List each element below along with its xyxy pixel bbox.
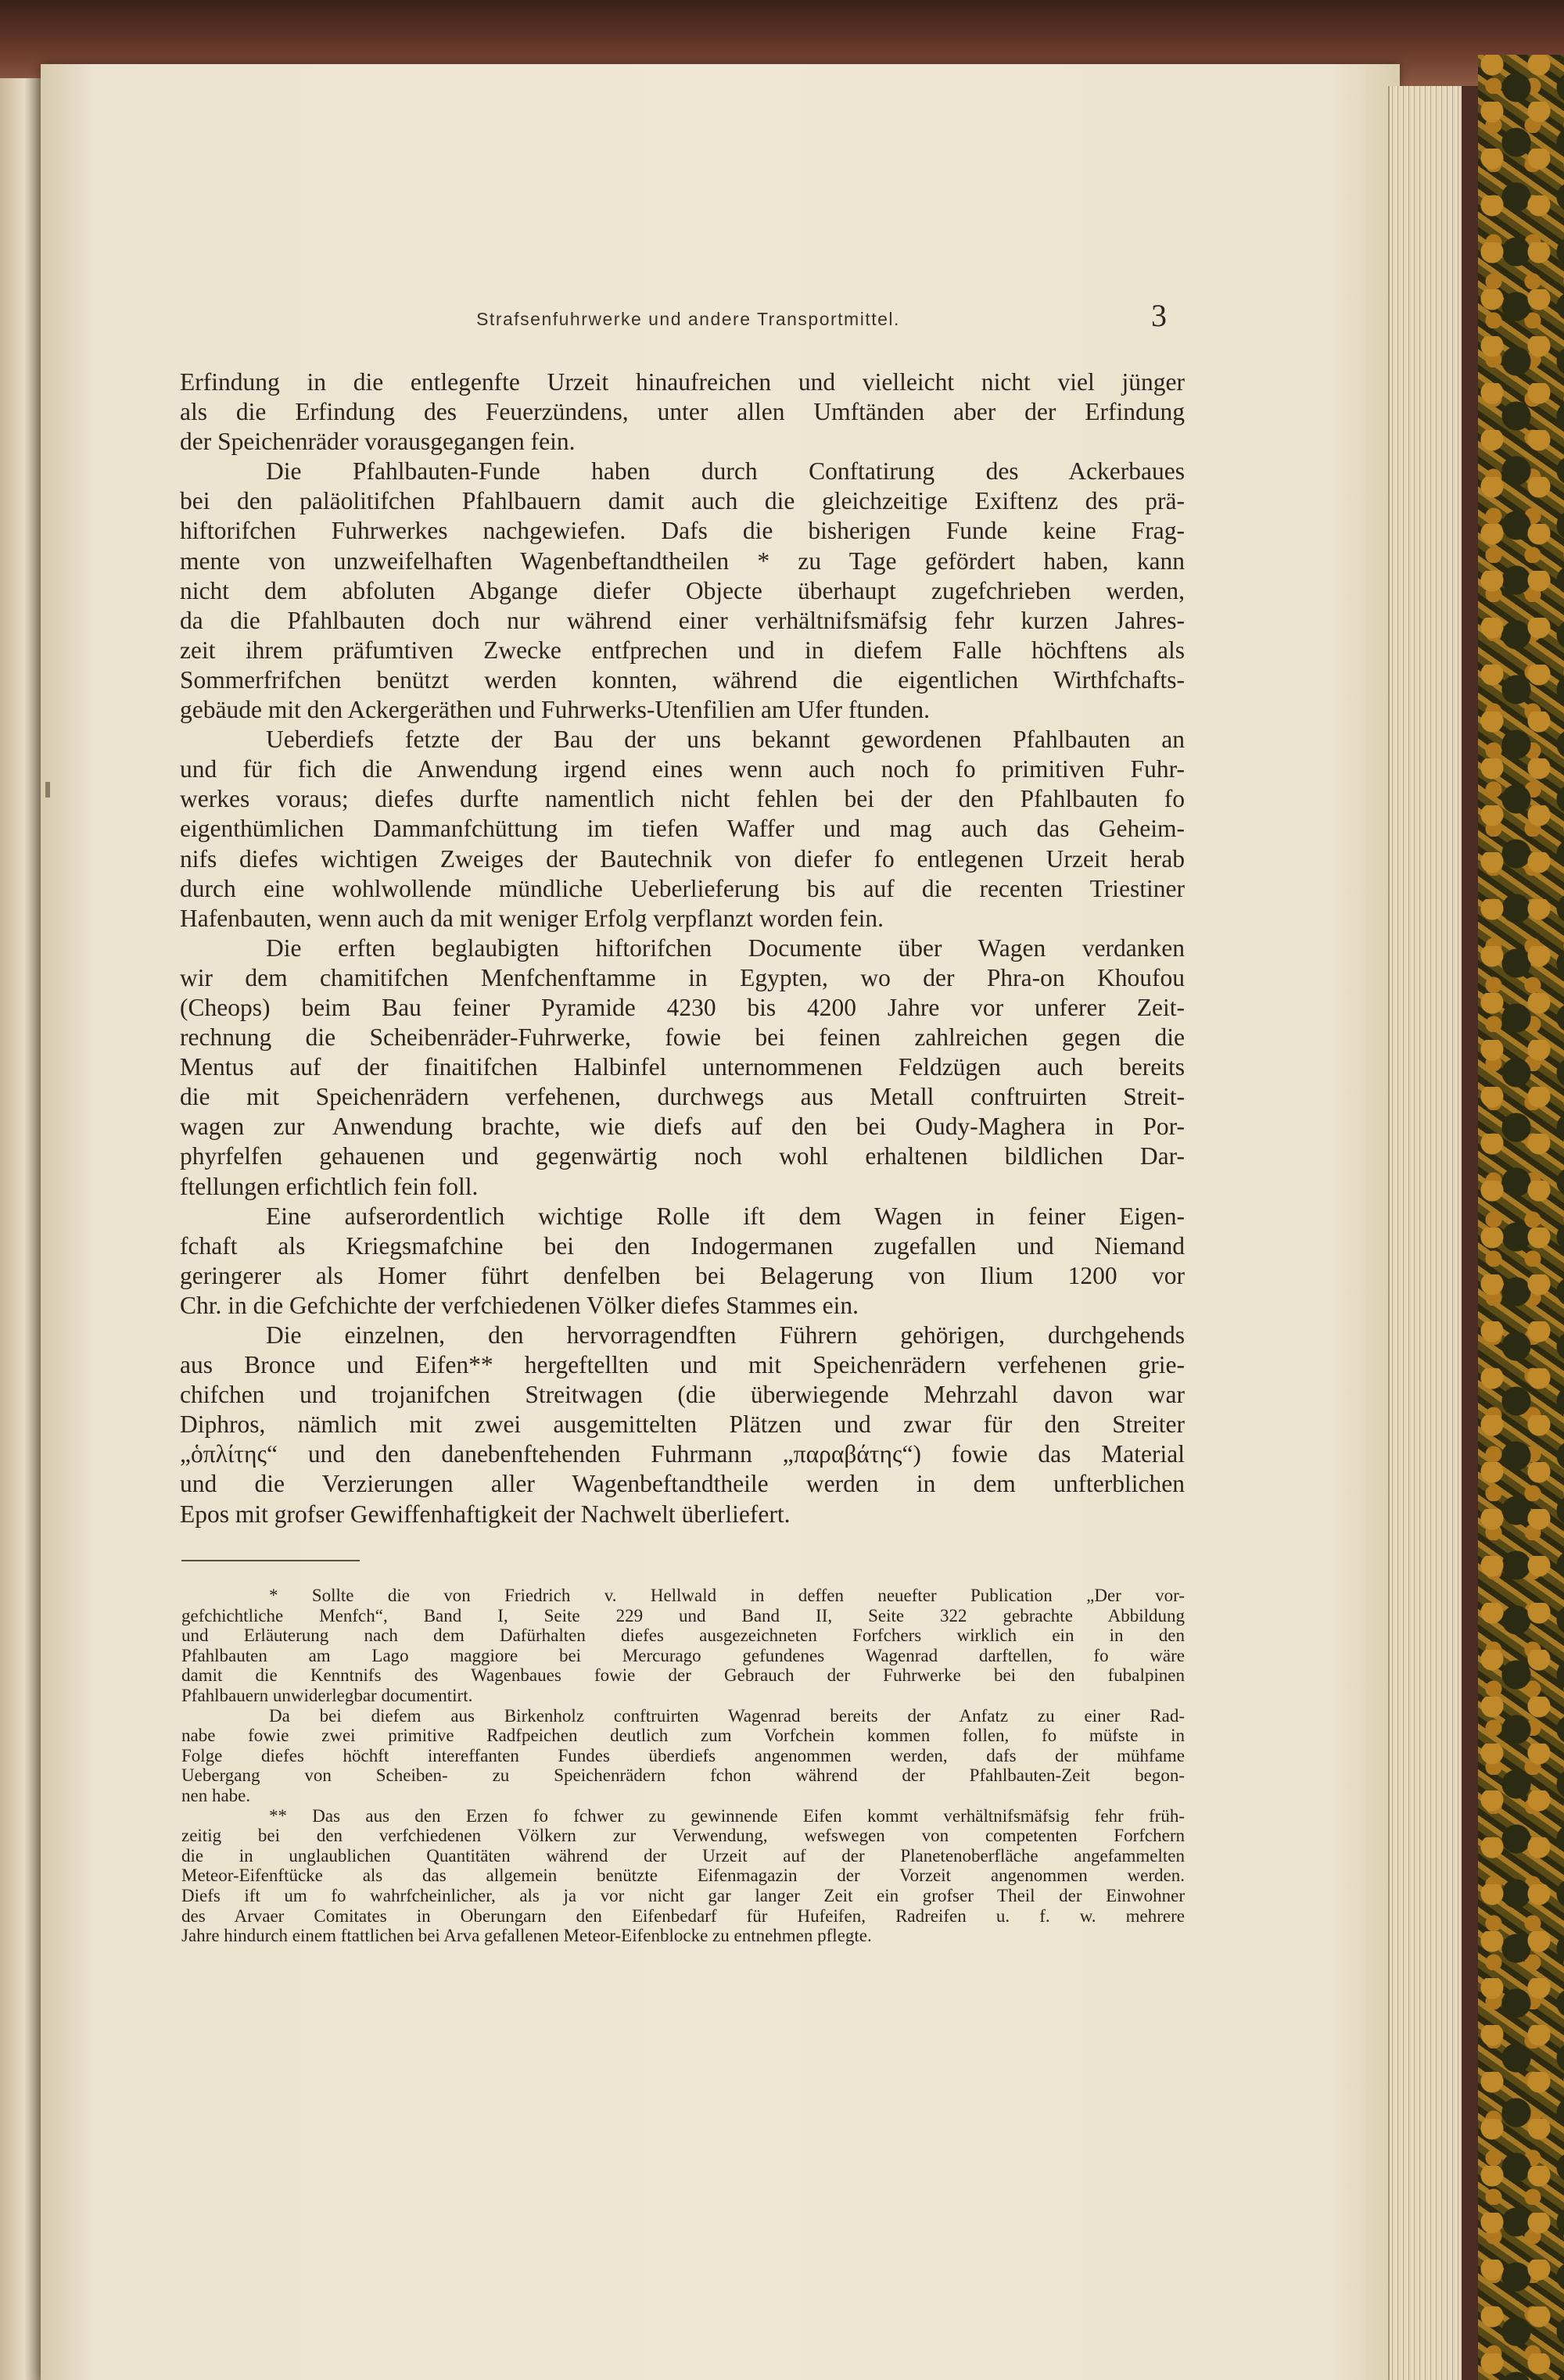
text-line: und die Verzierungen aller Wagenbeftandtheile werden in dem unfterblichen [180,1470,1185,1498]
footnote-line: Meteor-Eifenftücke als das allgemein benützte Eifenmagazin der Vorzeit angenommen werden. [181,1866,1185,1886]
text-line: und für fich die Anwendung irgend eines wenn auch noch fo primitiven Fuhr- [180,755,1185,783]
footnote-line: Da bei diefem aus Birkenholz conftruirten Wagenrad bereits der Anfatz zu einer Rad- [269,1705,1185,1726]
text-line: Chr. in die Gefchichte der verfchiedenen Völker diefes Stammes ein. [180,1291,859,1319]
text-line: nifs diefes wichtigen Zweiges der Bautechnik von diefer fo entlegenen Urzeit herab [180,844,1185,873]
pencil-mark [45,782,50,798]
text-line: Die erften beglaubigten hiftorifchen Documente über Wagen verdanken [266,934,1185,962]
text-line: rechnung die Scheibenräder-Fuhrwerke, fowie bei feinen zahlreichen gegen die [180,1023,1185,1052]
text-line: Sommerfrifchen benützt werden konnten, während die eigentlichen Wirthfchafts- [180,665,1185,694]
text-line: fchaft als Kriegsmafchine bei den Indogermanen zugefallen und Niemand [180,1231,1185,1260]
footnote-rule [181,1560,360,1561]
text-line: die mit Speichenrädern verfehenen, durchwegs aus Metall conftruirten Streit- [180,1083,1185,1111]
page-number: 3 [1151,298,1167,333]
footnote-line: ** Das aus den Erzen fo fchwer zu gewinnende Eifen kommt verhältnifsmäfsig fehr früh- [269,1805,1185,1826]
text-line: Die einzelnen, den hervorragendften Führern gehörigen, durchgehends [266,1321,1185,1349]
text-line: chifchen und trojanifchen Streitwagen (die überwiegende Mehrzahl davon war [180,1381,1185,1409]
footnote-line: Folge diefes höchft intereffanten Fundes überdiefs angenommen werden, dafs der mühfame [181,1745,1185,1765]
text-line: werkes voraus; diefes durfte namentlich nicht fehlen bei der den Pfahlbauten fo [180,785,1185,813]
marbled-cover-edge [1478,55,1564,2380]
text-line: Erfindung in die entlegenfte Urzeit hinaufreichen und vielleicht nicht viel jünger [180,368,1185,396]
text-line: geringerer als Homer führt denfelben bei Belagerung von Ilium 1200 vor [180,1261,1185,1289]
footnote-line: nabe fowie zwei primitive Radfpeichen deutlich zum Vorfchein kommen follen, fo müfste in [181,1726,1185,1746]
footnotes [181,1586,1185,1946]
footnote-line: Uebergang von Scheiben- zu Speichenrädern fchon während der Pfahlbauten-Zeit begon- [181,1765,1185,1786]
text-line: Mentus auf der finaitifchen Halbinfel unternommenen Feldzügen auch bereits [180,1053,1185,1081]
text-line: als die Erfindung des Feuerzündens, unter allen Umftänden aber der Erfindung [180,398,1185,426]
facing-page-edge [0,78,41,2380]
footnote-line: Diefs ift um fo wahrfcheinlicher, als ja vor nicht gar langer Zeit ein grofser Theil der Einwohner [181,1885,1185,1905]
text-line: da die Pfahlbauten doch nur während einer verhältnifsmäfsig fehr kurzen Jahres- [180,606,1185,634]
text-line: bei den paläolitifchen Pfahlbauern damit auch die gleichzeitige Exiftenz des prä- [180,487,1185,515]
text-line: Die Pfahlbauten-Funde haben durch Conftatirung des Ackerbaues [266,457,1185,486]
text-line: aus Bronce und Eifen** hergeftellten und mit Speichenrädern verfehenen grie- [180,1351,1185,1379]
footnote-line: nen habe. [181,1785,251,1805]
text-line: eigenthümlichen Dammanfchüttung im tiefen Waffer und mag auch das Geheim- [180,815,1185,843]
text-line: hiftorifchen Fuhrwerkes nachgewiefen. Dafs die bisherigen Funde keine Frag- [180,517,1185,545]
text-line: Eine aufserordentlich wichtige Rolle ift dem Wagen in feiner Eigen- [266,1202,1185,1230]
footnote-line: die in unglaublichen Quantitäten während der Urzeit auf der Planetenoberfläche angefammelten [181,1845,1185,1866]
footnote-line: * Sollte die von Friedrich v. Hellwald in deffen neuefter Publication „Der vor- [269,1586,1185,1605]
text-line: gebäude mit den Ackergeräthen und Fuhrwerks-Utenfilien am Ufer ftunden. [180,696,930,724]
text-line: Diphros, nämlich mit zwei ausgemittelten Plätzen und zwar für den Streiter [180,1410,1185,1439]
text-line: zeit ihrem präfumtiven Zwecke entfprechen und in diefem Falle höchftens als [180,636,1185,664]
text-line: „ὁπλίτης“ und den danebenftehenden Fuhrmann „παραβάτης“) fowie das Material [180,1440,1185,1468]
main-text [180,367,1185,1529]
footnote-line: gefchichtliche Menfch“, Band I, Seite 229 und Band II, Seite 322 gebrachte Abbildung [181,1605,1185,1625]
footnote-line: und Erläuterung nach dem Dafürhalten diefes ausgezeichneten Forfchers wirklich ein in den [181,1625,1185,1646]
footnote-line: Pfahlbauern unwiderlegbar documentirt. [181,1685,473,1705]
text-line: (Cheops) beim Bau feiner Pyramide 4230 bis 4200 Jahre vor unferer Zeit- [180,993,1185,1021]
page-stack-edge [1388,86,1462,2380]
text-line: wir dem chamitifchen Menfchenftamme in Egypten, wo der Phra-on Khoufou [180,963,1185,991]
footnote-line: Jahre hindurch einem ftattlichen bei Arva gefallenen Meteor-Eifenblocke zu entnehmen pflegte. [181,1926,872,1946]
footnote-line: damit die Kenntnifs des Wagenbaues fowie der Gebrauch der Fuhrwerke bei den fubalpinen [181,1665,1185,1686]
text-line: wagen zur Anwendung brachte, wie diefs auf den bei Oudy-Maghera in Por- [180,1113,1185,1141]
text-line: Epos mit grofser Gewiffenhaftigkeit der Nachwelt überliefert. [180,1500,791,1528]
footnote-line: des Arvaer Comitates in Oberungarn den Eifenbedarf für Hufeifen, Radreifen u. f. w. mehrere [181,1905,1185,1926]
running-title: Strafsenfuhrwerke und andere Transportmittel. [476,309,900,329]
text-line: Hafenbauten, wenn auch da mit weniger Erfolg verpflanzt worden fein. [180,904,884,932]
footnote-line: Pfahlbauten am Lago maggiore bei Mercurago gefundenes Wagenrad darftellen, fo wäre [181,1645,1185,1665]
text-line: mente von unzweifelhaften Wagenbeftandtheilen * zu Tage gefördert haben, kann [180,547,1185,575]
text-line: Ueberdiefs fetzte der Bau der uns bekannt gewordenen Pfahlbauten an [266,726,1185,754]
footnote-line: zeitig bei den verfchiedenen Völkern zur Verwendung, wefswegen von competenten Forfchern [181,1826,1185,1846]
text-line: durch eine wohlwollende mündliche Ueberlieferung bis auf die recenten Triestiner [180,874,1185,902]
text-line: der Speichenräder vorausgegangen fein. [180,428,576,456]
text-line: ftellungen erfichtlich fein foll. [180,1172,479,1200]
text-line: phyrfelfen gehauenen und gegenwärtig noch wohl erhaltenen bildlichen Dar- [180,1142,1185,1170]
text-line: nicht dem abfoluten Abgange diefer Objecte überhaupt zugefchrieben werden, [180,576,1185,604]
